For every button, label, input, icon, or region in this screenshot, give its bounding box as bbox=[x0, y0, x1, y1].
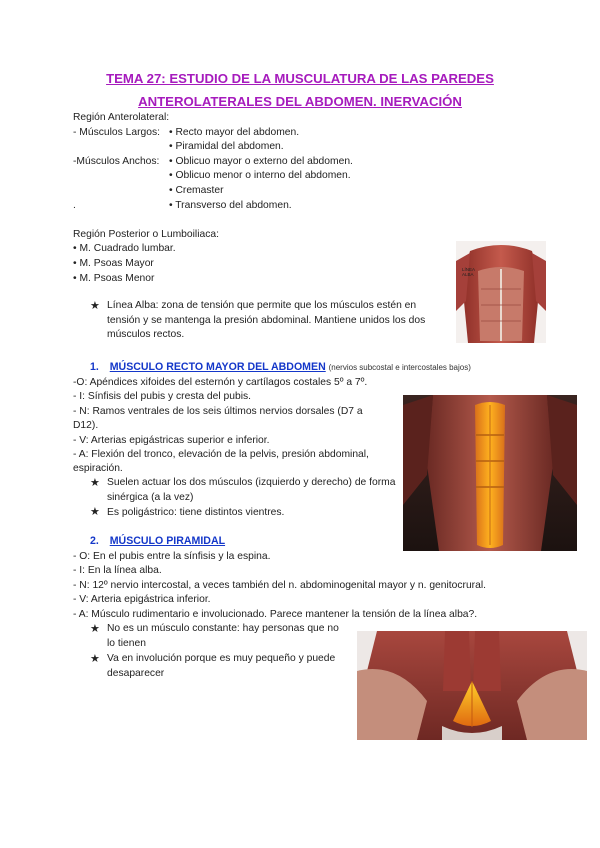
section1-vascular: - V: Arterias epigástricas superior e inferior. bbox=[73, 435, 270, 446]
largos-item: • Piramidal del abdomen. bbox=[169, 141, 284, 152]
section2-number: 2. bbox=[90, 535, 99, 547]
section1-title: MÚSCULO RECTO MAYOR DEL ABDOMEN bbox=[109, 361, 326, 373]
section2-vascular: - V: Arteria epigástrica inferior. bbox=[73, 594, 211, 605]
posterior-item: • M. Cuadrado lumbar. bbox=[73, 243, 176, 254]
linea-alba-label: LÍNEA ALBA bbox=[462, 267, 475, 277]
star-bullet-icon: ★ bbox=[90, 653, 100, 665]
section2-note1: No es un músculo constante: hay personas que no lo tienen bbox=[107, 623, 339, 649]
section1-note2: Es poligástrico: tiene distintos vientres. bbox=[107, 507, 285, 518]
linea-alba-note: Línea Alba: zona de tensión que permite que los músculos estén en tensión y se mantenga la presión abdominal. Mantiene unidos los dos músculos rectos. bbox=[107, 300, 426, 340]
region-anterolateral-heading: Región Anterolateral: bbox=[73, 112, 170, 123]
region-posterior-heading: Región Posterior o Lumboiliaca: bbox=[73, 229, 219, 240]
largos-item: • Recto mayor del abdomen. bbox=[169, 127, 300, 138]
section1-number: 1. bbox=[90, 361, 99, 373]
section2-heading bbox=[90, 535, 225, 548]
anchos-label: -Músculos Anchos: bbox=[73, 156, 160, 167]
section1-action: - A: Flexión del tronco, elevación de la pelvis, presión abdominal, bbox=[73, 449, 369, 460]
section2-nerve: - N: 12º nervio intercostal, a veces también del n. abdominogenital mayor y n. genitocrural. bbox=[73, 580, 486, 591]
section1-subtitle: (nervios subcostal e intercostales bajos) bbox=[328, 363, 471, 372]
section1-insertion: - I: Sínfisis del pubis y cresta del pubis. bbox=[73, 391, 251, 402]
star-bullet-icon: ★ bbox=[90, 300, 100, 312]
anchos-item: • Oblicuo menor o interno del abdomen. bbox=[169, 170, 351, 181]
section1-action-cont: espiración. bbox=[73, 463, 123, 474]
anchos-item: • Oblicuo mayor o externo del abdomen. bbox=[169, 156, 353, 167]
section2-title: MÚSCULO PIRAMIDAL bbox=[109, 535, 226, 547]
section1-heading bbox=[90, 361, 471, 374]
star-bullet-icon: ★ bbox=[90, 477, 100, 489]
section2-action: - A: Músculo rudimentario e involucionado. Parece mantener la tensión de la línea alba?. bbox=[73, 609, 478, 620]
section1-nerve: - N: Ramos ventrales de los seis últimos nervios dorsales (D7 a bbox=[73, 406, 363, 417]
section1-origin: -O: Apéndices xifoides del esternón y cartílagos costales 5º a 7º. bbox=[73, 377, 368, 388]
piramidal-image bbox=[357, 631, 587, 740]
page-title-line1: TEMA 27: ESTUDIO DE LA MUSCULATURA DE LAS PAREDES bbox=[106, 71, 494, 86]
star-bullet-icon: ★ bbox=[90, 623, 100, 635]
page-title-line2: ANTEROLATERALES DEL ABDOMEN. INERVACIÓN bbox=[138, 94, 462, 109]
section2-insertion: - I: En la línea alba. bbox=[73, 565, 162, 576]
anchos-item: • Transverso del abdomen. bbox=[169, 200, 292, 211]
recto-mayor-image bbox=[403, 395, 577, 551]
torso-linea-alba-image bbox=[456, 241, 546, 343]
section1-note1: Suelen actuar los dos músculos (izquierdo y derecho) de forma sinérgica (a la vez) bbox=[107, 477, 396, 503]
section2-note2: Va en involución porque es muy pequeño y puede desaparecer bbox=[107, 653, 336, 679]
largos-label: - Músculos Largos: bbox=[73, 127, 160, 138]
section2-origin: - O: En el pubis entre la sínfisis y la espina. bbox=[73, 551, 271, 562]
star-bullet-icon: ★ bbox=[90, 506, 100, 518]
section1-nerve-cont: D12). bbox=[73, 420, 99, 431]
stray-dot: . bbox=[73, 200, 76, 211]
anchos-item: • Cremaster bbox=[169, 185, 224, 196]
posterior-item: • M. Psoas Menor bbox=[73, 273, 155, 284]
posterior-item: • M. Psoas Mayor bbox=[73, 258, 154, 269]
